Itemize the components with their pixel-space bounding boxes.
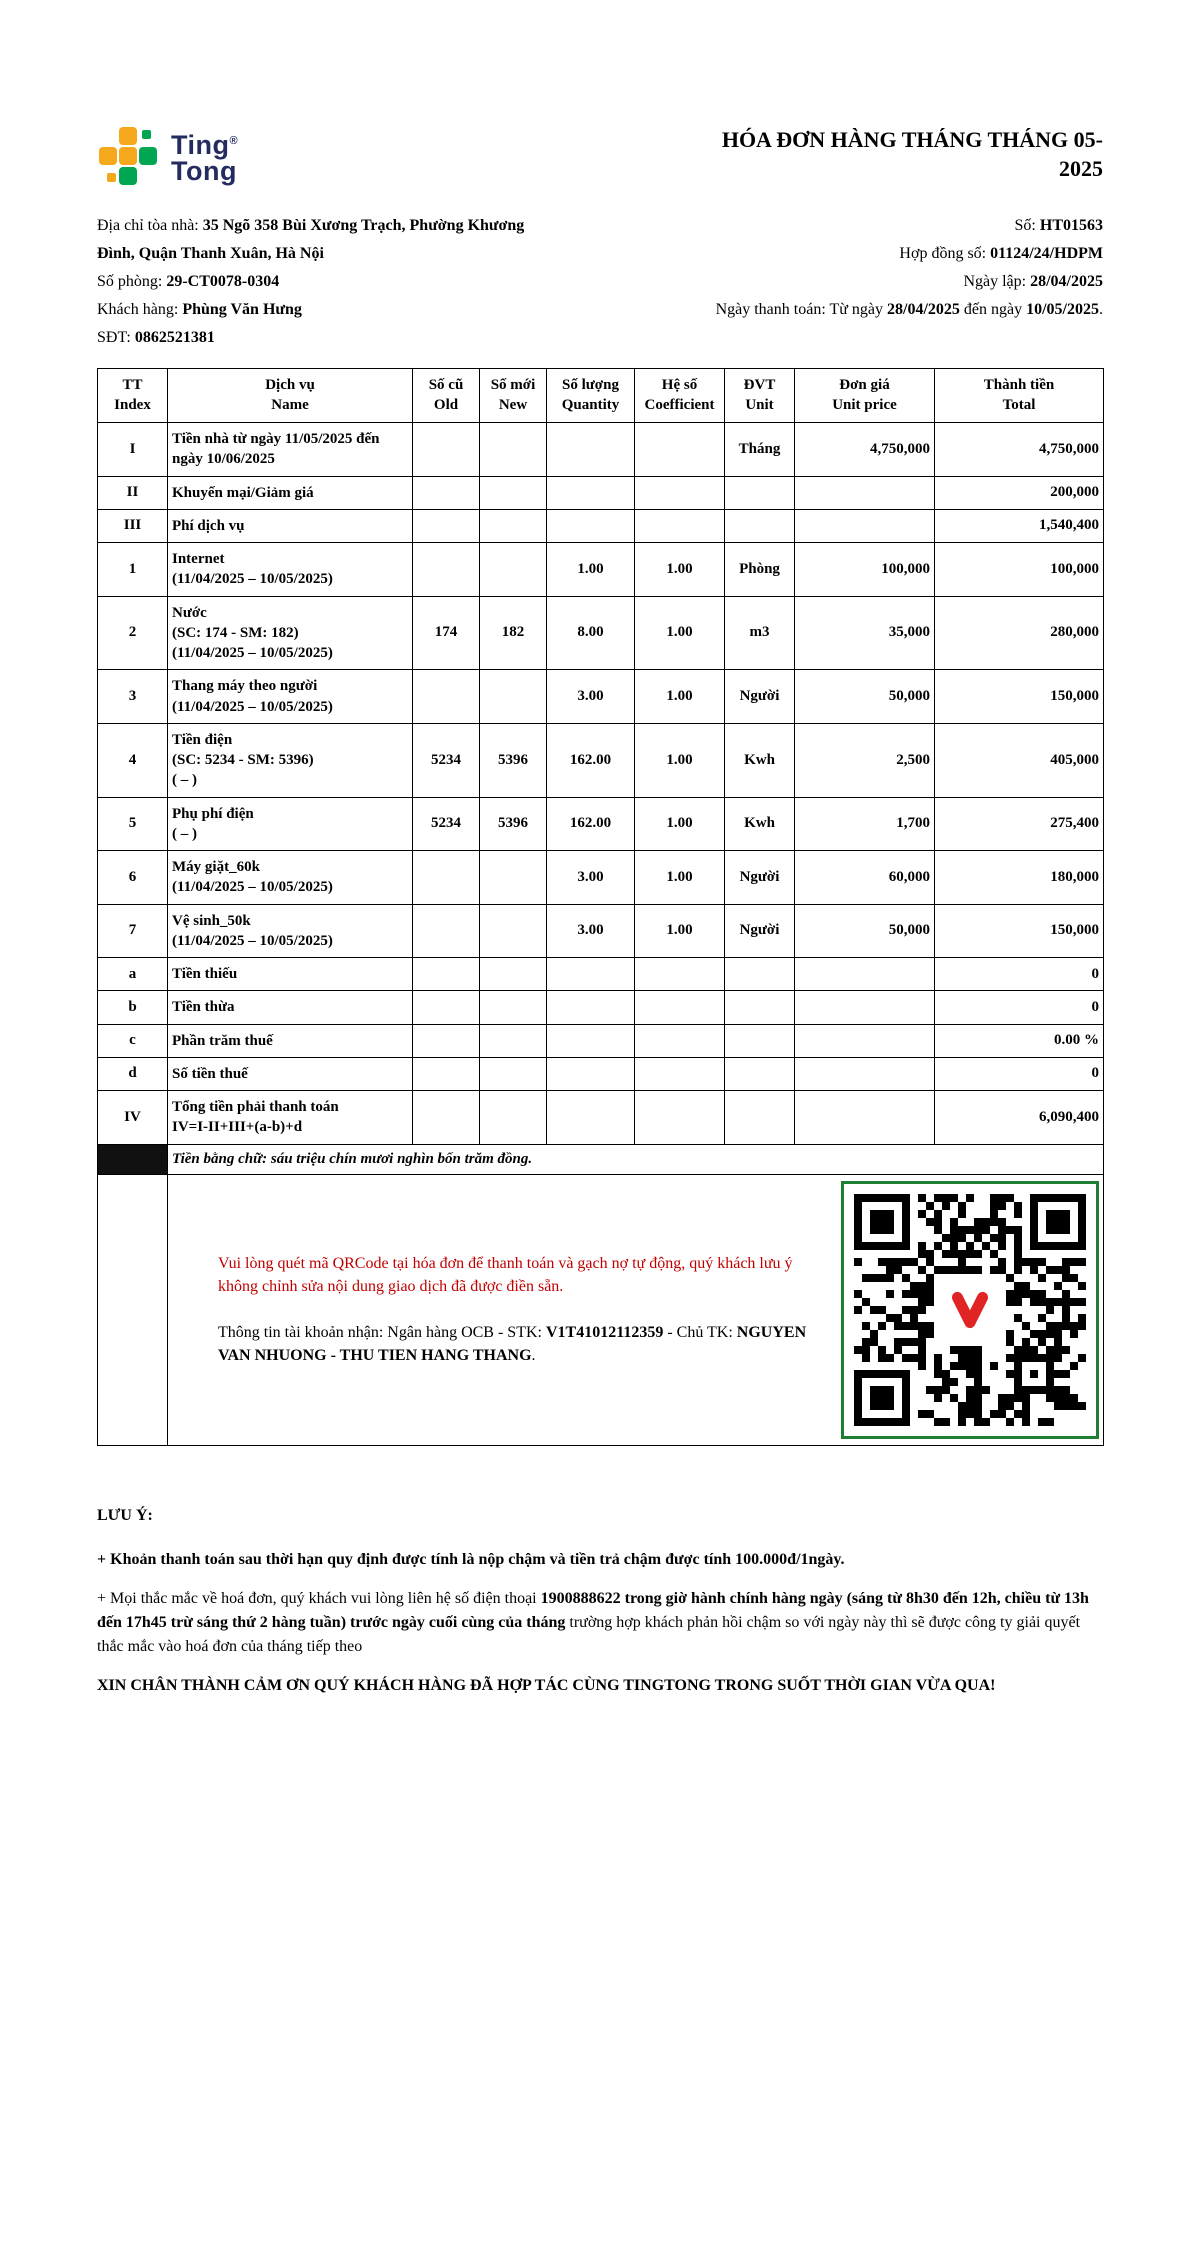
- cell-quantity: 162.00: [547, 723, 635, 797]
- qr-code: [841, 1181, 1099, 1439]
- service-name-line: ( – ): [172, 772, 197, 789]
- amount-in-words-value: sáu triệu chín mươi nghìn bốn trăm đồng.: [270, 1150, 533, 1167]
- cell-quantity: [547, 1091, 635, 1145]
- cell-service-name: [168, 423, 413, 477]
- cell-unit-price: [795, 991, 935, 1024]
- cell-unit: [725, 1057, 795, 1090]
- cell-unit-price: 2,500: [795, 723, 935, 797]
- service-name-line: Phần trăm thuế: [172, 1032, 273, 1049]
- cell-total: 0.00 %: [935, 1024, 1104, 1057]
- qr-row-spacer-cell: [98, 1174, 168, 1445]
- cell-unit-price: [795, 509, 935, 542]
- issue-date-line: [716, 268, 1103, 296]
- info-right-column: [716, 212, 1103, 352]
- service-name-line: Nước: [172, 604, 207, 621]
- qr-section-cell: [168, 1174, 1104, 1445]
- text-segment: trường hợp khách phản hồi chậm so với ngày này thì sẽ được công ty giải quyết thắc mắc vào hoá đơn của tháng tiếp theo: [97, 1613, 1081, 1655]
- cell-old-reading: [413, 991, 480, 1024]
- building-address-line: [97, 212, 559, 268]
- cell-coefficient: [635, 1057, 725, 1090]
- cell-index: 7: [98, 904, 168, 958]
- cell-quantity: [547, 509, 635, 542]
- header: [97, 126, 1103, 186]
- service-name-line: Vệ sinh_50k: [172, 912, 251, 929]
- cell-quantity: [547, 1024, 635, 1057]
- cell-unit: m3: [725, 596, 795, 670]
- column-header: Số lượng Quantity: [547, 369, 635, 423]
- column-header: Thành tiền Total: [935, 369, 1104, 423]
- cell-unit: [725, 1024, 795, 1057]
- table-row: [98, 1024, 1104, 1057]
- service-name-line: (SC: 174 - SM: 182): [172, 624, 299, 641]
- column-header: Hệ số Coefficient: [635, 369, 725, 423]
- cell-coefficient: [635, 991, 725, 1024]
- cell-old-reading: 5234: [413, 723, 480, 797]
- logo-tile: [119, 127, 137, 145]
- late-payment-note: [97, 1548, 1103, 1572]
- cell-unit: Kwh: [725, 797, 795, 851]
- table-row: [98, 991, 1104, 1024]
- cell-unit: Tháng: [725, 423, 795, 477]
- text-segment: Khách hàng:: [97, 301, 183, 318]
- cell-unit: Người: [725, 670, 795, 724]
- service-name-line: Tiền thừa: [172, 999, 235, 1016]
- logo-tile: [119, 167, 137, 185]
- room-number-line: [97, 268, 559, 296]
- cell-unit: Phòng: [725, 543, 795, 597]
- cell-new-reading: 5396: [480, 723, 547, 797]
- service-name-line: (11/04/2025 – 10/05/2025): [172, 879, 333, 896]
- cell-index: IV: [98, 1091, 168, 1145]
- cell-coefficient: 1.00: [635, 904, 725, 958]
- text-segment: Ngày thanh toán: Từ ngày: [715, 301, 888, 318]
- table-row: [98, 543, 1104, 597]
- cell-index: III: [98, 509, 168, 542]
- service-name-line: Khuyến mại/Giảm giá: [172, 484, 314, 501]
- table-row: [98, 958, 1104, 991]
- text-segment: 1900888622 trong giờ hành chính hàng ngày (sáng từ 8h30 đến 12h, chiều từ 13h đến 17h45 trừ sáng thứ 2 hàng tuần): [97, 1589, 1089, 1631]
- table-row: [98, 1057, 1104, 1090]
- cell-index: I: [98, 423, 168, 477]
- cell-service-name: [168, 596, 413, 670]
- cell-quantity: 3.00: [547, 904, 635, 958]
- text-segment: 28/04/2025: [1030, 273, 1103, 290]
- logo-wordmark: [171, 128, 238, 184]
- cell-unit-price: [795, 958, 935, 991]
- notes-heading: LƯU Ý:: [97, 1506, 153, 1524]
- logo-tile: [107, 173, 116, 182]
- table-header-row: [98, 369, 1104, 423]
- cell-unit-price: [795, 1057, 935, 1090]
- text-segment: Phùng Văn Hưng: [182, 301, 302, 318]
- cell-service-name: [168, 543, 413, 597]
- table-row: [98, 851, 1104, 905]
- cell-old-reading: [413, 423, 480, 477]
- cell-index: 3: [98, 670, 168, 724]
- document-title: HÓA ĐƠN HÀNG THÁNG THÁNG 05-2025: [721, 127, 1103, 181]
- cell-total: 6,090,400: [935, 1091, 1104, 1145]
- cell-old-reading: [413, 1091, 480, 1145]
- cell-new-reading: [480, 904, 547, 958]
- cell-new-reading: [480, 670, 547, 724]
- amount-in-words-label: Tiền bằng chữ:: [172, 1150, 271, 1167]
- cell-index: a: [98, 958, 168, 991]
- service-name-line: Phụ phí điện: [172, 805, 254, 822]
- cell-coefficient: 1.00: [635, 596, 725, 670]
- cell-unit-price: [795, 1091, 935, 1145]
- cell-new-reading: [480, 991, 547, 1024]
- service-name-line: IV=I-II+III+(a-b)+d: [172, 1119, 303, 1136]
- v-icon: [948, 1288, 992, 1332]
- cell-coefficient: [635, 509, 725, 542]
- text-segment: Ngày lập:: [963, 273, 1031, 290]
- cell-unit: Kwh: [725, 723, 795, 797]
- cell-unit: Người: [725, 851, 795, 905]
- cell-quantity: [547, 476, 635, 509]
- logo-word-tong: Tong: [171, 156, 237, 186]
- cell-service-name: [168, 723, 413, 797]
- cell-new-reading: [480, 476, 547, 509]
- cell-unit: [725, 476, 795, 509]
- cell-old-reading: [413, 904, 480, 958]
- cell-unit-price: 60,000: [795, 851, 935, 905]
- cell-coefficient: 1.00: [635, 851, 725, 905]
- service-name-line: Phí dịch vụ: [172, 517, 245, 534]
- text-segment: .: [1099, 301, 1103, 318]
- service-name-line: Tổng tiền phải thanh toán: [172, 1099, 339, 1115]
- cell-index: 4: [98, 723, 168, 797]
- cell-index: 1: [98, 543, 168, 597]
- info-left-column: [97, 212, 559, 352]
- qr-instruction-text: Vui lòng quét mã QRCode tại hóa đơn để thanh toán và gạch nợ tự động, quý khách lưu ý không chỉnh sửa nội dung giao dịch đã được điền sẵn.: [218, 1255, 793, 1296]
- cell-total: 200,000: [935, 476, 1104, 509]
- cell-total: 150,000: [935, 904, 1104, 958]
- customer-name-line: [97, 296, 559, 324]
- cell-total: 0: [935, 958, 1104, 991]
- cell-unit-price: [795, 1024, 935, 1057]
- text-segment: V1T41012112359: [545, 1323, 664, 1341]
- table-row: [98, 670, 1104, 724]
- cell-old-reading: [413, 543, 480, 597]
- text-segment: Số:: [1014, 217, 1040, 234]
- payment-period-line: [716, 296, 1103, 324]
- cell-new-reading: [480, 509, 547, 542]
- cell-service-name: [168, 1091, 413, 1145]
- cell-quantity: [547, 1057, 635, 1090]
- cell-old-reading: [413, 476, 480, 509]
- logo-tile: [142, 130, 151, 139]
- cell-total: 0: [935, 991, 1104, 1024]
- cell-service-name: [168, 1024, 413, 1057]
- cell-total: 275,400: [935, 797, 1104, 851]
- cell-unit: Người: [725, 904, 795, 958]
- cell-index: 2: [98, 596, 168, 670]
- cell-unit-price: 4,750,000: [795, 423, 935, 477]
- text-segment: Địa chỉ tòa nhà:: [97, 217, 203, 234]
- cell-service-name: [168, 670, 413, 724]
- service-name-line: Internet: [172, 551, 225, 567]
- cell-total: 280,000: [935, 596, 1104, 670]
- service-name-line: (SC: 5234 - SM: 5396): [172, 752, 314, 768]
- notes-section: [97, 1504, 1103, 1698]
- cell-index: II: [98, 476, 168, 509]
- cell-quantity: 3.00: [547, 851, 635, 905]
- cell-old-reading: [413, 958, 480, 991]
- thank-you-note: [97, 1674, 1103, 1698]
- table-row: [98, 423, 1104, 477]
- tingtong-logo-mark: [97, 126, 161, 186]
- service-name-line: (11/04/2025 – 10/05/2025): [172, 571, 333, 588]
- cell-service-name: [168, 991, 413, 1024]
- cell-quantity: [547, 991, 635, 1024]
- cell-old-reading: [413, 851, 480, 905]
- table-row: [98, 723, 1104, 797]
- cell-unit-price: 100,000: [795, 543, 935, 597]
- cell-total: 150,000: [935, 670, 1104, 724]
- service-name-line: Máy giặt_60k: [172, 859, 260, 875]
- text-segment: 0862521381: [134, 329, 215, 346]
- cell-new-reading: [480, 1091, 547, 1145]
- cell-old-reading: 174: [413, 596, 480, 670]
- amount-in-words-row: [98, 1144, 1104, 1174]
- cell-new-reading: 182: [480, 596, 547, 670]
- cell-total: 4,750,000: [935, 423, 1104, 477]
- qr-row: [98, 1174, 1104, 1445]
- table-body: [98, 423, 1104, 1145]
- cell-service-name: [168, 851, 413, 905]
- text-segment: .: [531, 1346, 536, 1364]
- text-segment: XIN CHÂN THÀNH CẢM ƠN QUÝ KHÁCH HÀNG ĐÃ HỢP TÁC CÙNG TINGTONG TRONG SUỐT THỜI GIAN VỪA QUA!: [97, 1676, 996, 1694]
- invoice-table: [97, 368, 1104, 1446]
- cell-old-reading: [413, 1057, 480, 1090]
- service-name-line: Số tiền thuế: [172, 1065, 248, 1082]
- text-segment: NGUYEN VAN NHUONG - THU TIEN HANG THANG: [218, 1323, 807, 1364]
- text-segment: 35 Ngõ 358 Bùi Xương Trạch, Phường Khương Đình, Quận Thanh Xuân, Hà Nội: [97, 217, 525, 262]
- cell-service-name: [168, 1057, 413, 1090]
- cell-service-name: [168, 509, 413, 542]
- cell-unit: [725, 991, 795, 1024]
- tingtong-logo: [97, 126, 238, 186]
- text-segment: HT01563: [1039, 217, 1103, 234]
- service-name-line: Tiền thiếu: [172, 966, 238, 982]
- cell-total: 180,000: [935, 851, 1104, 905]
- text-segment: 01124/24/HDPM: [990, 245, 1103, 262]
- cell-coefficient: [635, 958, 725, 991]
- service-name-line: (11/04/2025 – 10/05/2025): [172, 645, 333, 661]
- cell-quantity: [547, 958, 635, 991]
- cell-service-name: [168, 958, 413, 991]
- cell-index: 6: [98, 851, 168, 905]
- cell-index: c: [98, 1024, 168, 1057]
- service-name-line: (11/04/2025 – 10/05/2025): [172, 932, 333, 949]
- cell-new-reading: [480, 958, 547, 991]
- cell-coefficient: 1.00: [635, 723, 725, 797]
- text-segment: SĐT:: [97, 329, 135, 346]
- cell-old-reading: [413, 670, 480, 724]
- registered-mark: ®: [229, 135, 239, 147]
- cell-unit: [725, 509, 795, 542]
- cell-new-reading: 5396: [480, 797, 547, 851]
- cell-index: d: [98, 1057, 168, 1090]
- service-name-line: Tiền điện: [172, 731, 233, 748]
- table-row: [98, 1091, 1104, 1145]
- cell-quantity: 3.00: [547, 670, 635, 724]
- cell-quantity: 8.00: [547, 596, 635, 670]
- text-segment: Thông tin tài khoản nhận: Ngân hàng OCB - STK:: [218, 1323, 546, 1341]
- cell-total: 100,000: [935, 543, 1104, 597]
- cell-quantity: 1.00: [547, 543, 635, 597]
- cell-new-reading: [480, 851, 547, 905]
- cell-quantity: [547, 423, 635, 477]
- table-row: [98, 904, 1104, 958]
- logo-word-ting: Ting: [171, 130, 230, 160]
- text-segment: + Mọi thắc mắc về hoá đơn, quý khách vui lòng liên hệ số điện thoại: [97, 1589, 541, 1607]
- cell-unit-price: 1,700: [795, 797, 935, 851]
- cell-quantity: 162.00: [547, 797, 635, 851]
- cell-unit: [725, 1091, 795, 1145]
- cell-total: 0: [935, 1057, 1104, 1090]
- cell-index: 5: [98, 797, 168, 851]
- text-segment: 28/04/2025: [887, 301, 960, 318]
- column-header: ĐVT Unit: [725, 369, 795, 423]
- cell-coefficient: 1.00: [635, 670, 725, 724]
- column-header: Số cũ Old: [413, 369, 480, 423]
- text-segment: Số phòng:: [97, 273, 167, 290]
- logo-tile: [139, 147, 157, 165]
- text-segment: + Khoản thanh toán sau thời hạn quy định được tính là nộp chậm và tiền trả chậm được tính 100.000đ/1ngày.: [97, 1550, 845, 1568]
- text-segment: Hợp đồng số:: [899, 245, 991, 262]
- service-name-line: (11/04/2025 – 10/05/2025): [172, 698, 333, 715]
- customer-phone-line: [97, 324, 559, 352]
- qr-center-logo: [942, 1282, 998, 1338]
- cell-unit-price: 50,000: [795, 670, 935, 724]
- table-row: [98, 476, 1104, 509]
- cell-service-name: [168, 904, 413, 958]
- cell-coefficient: [635, 1091, 725, 1145]
- text-segment: trước ngày cuối cùng của tháng: [350, 1613, 566, 1631]
- cell-unit: [725, 958, 795, 991]
- cell-coefficient: [635, 1024, 725, 1057]
- service-name-line: Tiền nhà từ ngày 11/05/2025 đến ngày 10/06/2025: [172, 431, 380, 468]
- amount-in-words-cell: [168, 1144, 1104, 1174]
- text-segment: đến ngày: [959, 301, 1027, 318]
- table-row: [98, 596, 1104, 670]
- cell-unit-price: 35,000: [795, 596, 935, 670]
- cell-new-reading: [480, 1057, 547, 1090]
- table-row: [98, 797, 1104, 851]
- cell-new-reading: [480, 1024, 547, 1057]
- qr-text-block: [172, 1252, 841, 1367]
- hotline-note: [97, 1587, 1103, 1659]
- cell-unit-price: [795, 476, 935, 509]
- text-segment: - Chủ TK:: [663, 1323, 737, 1341]
- cell-total: 405,000: [935, 723, 1104, 797]
- text-segment: 29-CT0078-0304: [166, 273, 280, 290]
- text-segment: 10/05/2025: [1026, 301, 1099, 318]
- logo-tile: [119, 147, 137, 165]
- column-header: Dịch vụ Name: [168, 369, 413, 423]
- logo-tile: [99, 147, 117, 165]
- cell-coefficient: [635, 476, 725, 509]
- cell-new-reading: [480, 543, 547, 597]
- cell-coefficient: 1.00: [635, 797, 725, 851]
- amount-in-words-spacer-cell: [98, 1144, 168, 1174]
- column-header: TT Index: [98, 369, 168, 423]
- invoice-info: [97, 212, 1103, 352]
- cell-old-reading: [413, 509, 480, 542]
- invoice-number-line: [716, 212, 1103, 240]
- cell-total: 1,540,400: [935, 509, 1104, 542]
- cell-coefficient: [635, 423, 725, 477]
- cell-old-reading: [413, 1024, 480, 1057]
- cell-old-reading: 5234: [413, 797, 480, 851]
- cell-service-name: [168, 476, 413, 509]
- cell-index: b: [98, 991, 168, 1024]
- table-row: [98, 509, 1104, 542]
- cell-service-name: [168, 797, 413, 851]
- column-header: Đơn giá Unit price: [795, 369, 935, 423]
- cell-coefficient: 1.00: [635, 543, 725, 597]
- cell-unit-price: 50,000: [795, 904, 935, 958]
- account-info-text: [218, 1321, 815, 1367]
- service-name-line: Thang máy theo người: [172, 678, 318, 695]
- cell-new-reading: [480, 423, 547, 477]
- contract-number-line: [716, 240, 1103, 268]
- service-name-line: ( – ): [172, 825, 197, 842]
- column-header: Số mới New: [480, 369, 547, 423]
